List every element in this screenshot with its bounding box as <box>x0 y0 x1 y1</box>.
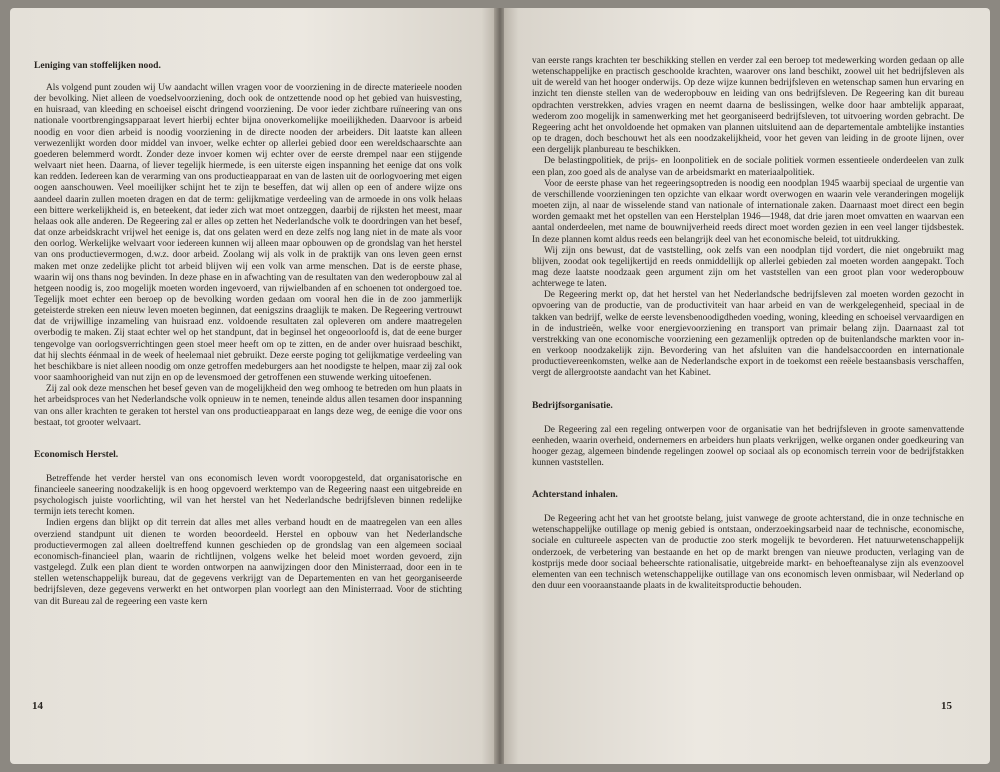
left-page-text <box>34 60 462 608</box>
paragraph: Indien ergens dan blijkt op dit terrein dat alles met alles verband houdt en de maatregelen van een alles overziend standpunt uit dienen te worden beoordeeld. Herstel en opbouw van het Nederlandsche productievermogen zal alleen doeltreffend kunnen geschieden op de grondslag van een algemeen sociaal economisch-financieel plan, waarin de richtlijnen, volgens welke het beleid moet worden gevoerd, zijn vastgelegd. Zulk een plan dient te worden ontworpen na aanwijzingen door den Ministerraad, door een in te stellen wetenschappelijk bureau, dat de gegevens verkrijgt van de Departementen en van het georganiseerde bedrijfsleven, deze gegevens verwerkt en het ontworpen plan voorlegt aan den Ministerraad. Voor de stichting van dit Bureau zal de regeering een vaste kern <box>34 518 462 607</box>
paragraph: van eerste rangs krachten ter beschikking stellen en verder zal een beroep tot medewerking worden gedaan op alle wetenschappelijke en practisch geschoolde krachten, waarover ons land beschikt, zoowel uit het bedrijfsleven als uit de wereld van het hooger onderwijs. Op deze wijze kunnen bedrijfsleven en wetenschap samen hun ervaring en inzicht ten dienste stellen van de wederopbouw en leiding van ons bedrijfsleven. De Regeering kan dit bureau opdrachten verstrekken, advies vragen en neemt daarna de beslissingen, welke door haar ambtelijk apparaat, wederom zoo mogelijk in samenwerking met het georganiseerd bedrijfsleven, tot uitvoering worden gebracht. De Regeering acht het onvoldoende het opmaken van plannen uitsluitend aan de departementale ambtelijke instanties op te dragen, doch beschouwt het als een noodzakelijkheid, voor het geven van leiding in de groote lijnen, over een dergelijk planbureau te beschikken. <box>532 56 964 156</box>
paragraph: Als volgend punt zouden wij Uw aandacht willen vragen voor de voorziening in de directe materieele nooden der bevolking. Niet alleen de voedselvoorziening, doch ook de ontzettende nood op het gebied van huisvesting, en huisraad, van kleeding en schoeisel eischt dringend voorziening. De voor ieder zichtbare ruïneering van ons nationale voortbrengingsapparaat levert hierbij echter bijna onoverkomelijke moeilijkheden. Daarvoor is arbeid noodig en voor dien arbeid is noodig voorziening in de directe nooden der arbeiders. Dit laatste kan alleen verwezenlijkt worden door middel van invoer, welke echter op allerlei gebied door een wereldschaarschte aan goederen belemmerd wordt. Zonder deze invoer komen wij echter over de eerste drempel naar een stijgende welvaart niet heen. Daarna, of liever tegelijk hiermede, is een uiterste eigen inspanning het eenige dat ons volk kan redden. Iedereen kan de verarming van ons productieapparaat en van de lasten uit de oorlogvoering met eigen oogen aanschouwen. Veel moeilijker schijnt het te zijn te beseffen, dat wij allen op een of andere wijze ons aandeel daarin zullen moeten dragen en dat de term: gelijkmatige verdeeling van de armoede in ons volk helaas een bittere werkelijkheid is, en beteekent, dat ieder zich wat moet ontzeggen, daarbij de rijksten het meest, maar helaas ook alle anderen. De Regeering zal er alles op zetten het Nederlandsche volk te doordringen van het besef, dat onze arbeidskracht vrijwel het eenige is, dat ons gelaten werd en deze zelfs nog lang niet in de mate als voor den oorlog. Werkelijke welvaart voor iedereen kunnen wij alleen maar opbouwen op de grondslag van het herstel van ons productievermogen, d.w.z. door arbeid. Zoolang wij als volk in de praktijk van ons leven geen ernst maken met onze zedelijke plicht tot arbeid blijven wij een volk van arme menschen. Dat is de eerste phase, waarin wij ons thans nog bevinden. In deze phase en in afwachting van de resultaten van den wederopbouw zal al hetgeen noodig is, zoo mogelijk moeten worden ingevoerd, van rijwielbanden af en schoenen tot ondergoed toe. Tegelijk moet echter een beroep op de bevolking worden gedaan om vooral hen die in de zoo jammerlijk geteisterde streken een nieuw leven moeten beginnen, dat eenigszins draaglijk te maken. De Regeering vertrouwt dat de vrijwillige inzameling van huisraad enz. voldoende resultaten zal opleveren om andere maatregelen overbodig te maken. Zij staat echter wel op het standpunt, dat in beginsel het ongeoorloofd is, dat de eene burger tengevolge van oorlogsverrichtingen geen stoel meer heeft om op te zitten, en de ander over huisraad beschikt, dat hij slechts éénmaal in de week of heelemaal niet gebruikt. Deze eerste poging tot gelijkmatige verdeeling van het beschikbare is niet alleen noodig om onze getroffen medeburgers aan het noodigste te helpen, maar zij zal ook voor saamhoorigheid van nut zijn en op de levensmoed der getroffenen een stuwende werking uitoefenen. <box>34 83 462 384</box>
section-heading: Bedrijfsorganisatie. <box>532 399 613 411</box>
left-page <box>10 8 496 764</box>
page-number: 14 <box>32 700 43 712</box>
right-page <box>504 8 990 764</box>
section-heading: Leniging van stoffelijken nood. <box>34 60 161 71</box>
page-number: 15 <box>941 700 952 712</box>
paragraph: Betreffende het verder herstel van ons economisch leven wordt vooropgesteld, dat organisatorische en financieele saneering noodzakelijk is en hoog opgevoerd werktempo van de Regeering naast een uitgebreide en psychologisch juiste voorlichting, wil van het herstel van het Nederlandsche bedrijfsleven binnen redelijke termijn iets terecht komen. <box>34 473 462 518</box>
paragraph: De Regeering merkt op, dat het herstel van het Nederlandsche bedrijfsleven zal moeten worden gezocht in opvoering van de productie, van de productiviteit van haar arbeid en van de werkgelegenheid, speciaal in de takken van bedrijf, welke de eerste levensbenoodigdheden voeding, woning, kleeding en schoeisel vervaardigen en in de industrieën, welke voor energievoorziening en transport van primair belang zijn. Daarnaast zal tot verstrekking van one economische voorziening een gezamenlijk optreden op de buitenlandsche markten voor in- en verkoop noodzakelijk zijn. Bevordering van het afsluiten van die handelsaccoorden en internationale productievereenkomsten, welke aan de Nederlandsche export in de toekomst een reëele bestaansbasis verschaffen, vergt de allergrootste aandacht van het Kabinet. <box>532 290 964 379</box>
paragraph: Zij zal ook deze menschen het besef geven van de mogelijkheid den weg omhoog te betreden om hun plaats in het arbeidsproces van het Nederlandsche volk opnieuw in te nemen, teneinde aldus allen tesamen door inspanning van ons aller krachten te geraken tot herstel van ons productieapparaat en langs deze weg, de eenige die voor ons bestaat, tot grooter welvaart. <box>34 384 462 428</box>
section-heading: Economisch Herstel. <box>34 448 119 460</box>
paragraph: Voor de eerste phase van het regeeringsoptreden is noodig een noodplan 1945 waarbij speciaal de urgentie van de verschillende voorzieningen ten opzichte van elkaar wordt overwogen en waarin vele veranderingen mogelijk moeten zijn, al naar de wisselende stand van nationale of internationale zaken. Daarnaast moet direct een begin worden gemaakt met het opstellen van een Herstelplan 1946—1948, dat drie jaren moet omvatten en waarvan een aantal onderdeelen, met name de bouwnijverheid reeds direct moet worden gezien in een veel langer tijdsbestek. In deze plannen komt aldus reeds een belangrijk deel van het economische beleid, tot uitdrukking. <box>532 178 964 245</box>
paragraph: Wij zijn ons bewust, dat de vaststelling, ook zelfs van een noodplan tijd vordert, die niet ongebruikt mag blijven, zoodat ook tegelijkertijd en reeds onmiddellijk op allerlei gebieden zal moeten worden aangepakt. Toch mag deze laatste noodzaak geen argument zijn om het vaststellen van een groot plan voor wederopbouw achterwege te laten. <box>532 245 964 290</box>
right-page-text <box>532 56 964 592</box>
section-heading: Achterstand inhalen. <box>532 489 618 501</box>
paragraph: De Regeering acht het van het grootste belang, juist vanwege de groote achterstand, die in onze technische en wetenschappelijke outillage op menig gebied is ontstaan, onderzoekingsarbeid naar de technische, economische, sociale en cultureele aspecten van de productie zoo sterk mogelijk te bevorderen. Het natuurwetenschappelijk onderzoek, de verbetering van bestaande en het op de markt brengen van nieuwe producten, verlaging van de kostprijs mede door sociaal beheerschte rationalisatie, uitgebreide markt- en behoefteanalyse zijn als evenzoovel elementen van een technisch wetenschappelijke outillage van ons economisch leven onmisbaar, wil Nederland op den duur een vooraanstaande plaats in de kwaliteitsproductie behouden. <box>532 514 964 592</box>
paragraph: De Regeering zal een regeling ontwerpen voor de organisatie van het bedrijfsleven in groote samenvattende eenheden, waarin overheid, ondernemers en arbeiders hun plaats verkrijgen, welke organen onder goedkeuring van hooger gezag, algemeen bindende regelingen zoowel op sociaal als op economisch terrein voor de bedrijfstakken kunnen vaststellen. <box>532 424 964 468</box>
paragraph: De belastingpolitiek, de prijs- en loonpolitiek en de sociale politiek vormen essentieele onderdeelen van zulk een plan, zoo goed als de analyse van de arbeidsmarkt en materiaalpolitiek. <box>532 156 964 178</box>
